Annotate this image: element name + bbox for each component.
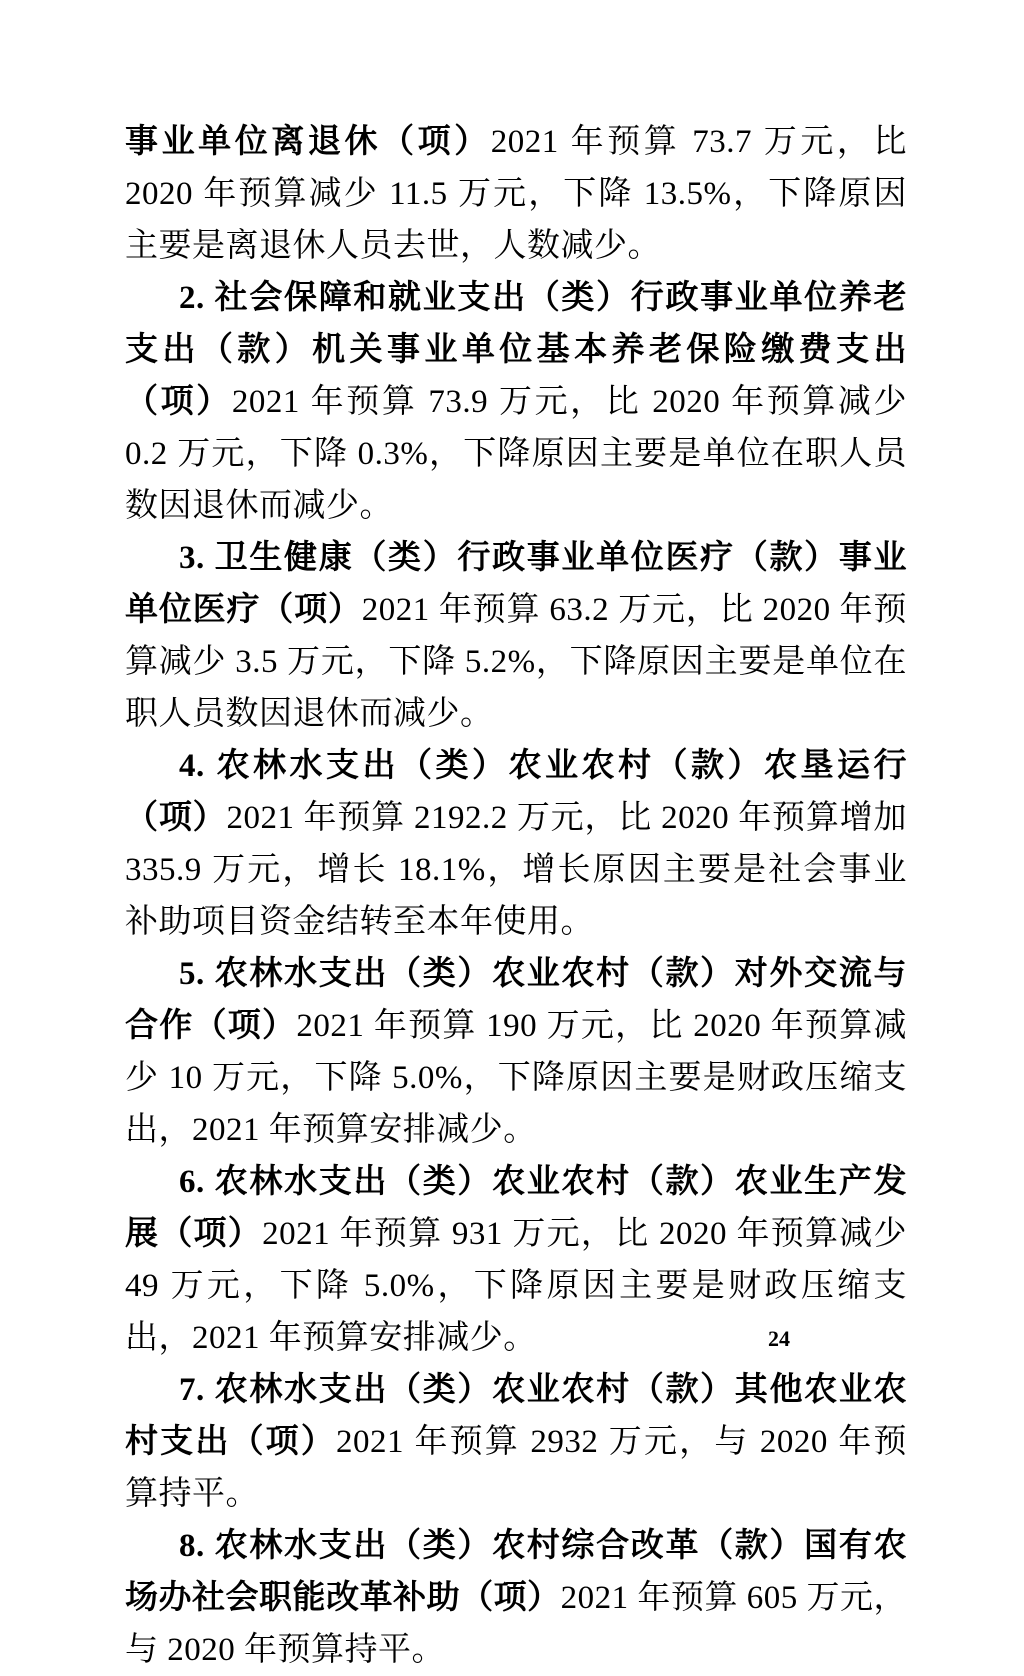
budget-item-heading: 2. 社会保障和就业支出（类）行政事业单位养老支出（款）机关事业单位基本养老保险缴费支出（项）: [125, 280, 907, 420]
budget-paragraph: [125, 740, 907, 948]
budget-paragraph: [125, 948, 907, 1156]
page-number: 24: [768, 1326, 790, 1351]
budget-item-heading: 3. 卫生健康（类）行政事业单位医疗（款）事业单位医疗（项）: [125, 540, 907, 628]
budget-item-detail: 2021 年预算 2932 万元，与 2020 年预算持平。: [125, 1424, 908, 1512]
budget-item-heading: 5. 农林水支出（类）农业农村（款）对外交流与合作（项）: [125, 956, 907, 1044]
budget-paragraph: [125, 532, 907, 740]
budget-item-detail: 2021 年预算 2192.2 万元，比 2020 年预算增加 335.9 万元，增长 18.1%，增长原因主要是社会事业补助项目资金结转至本年使用。: [125, 800, 908, 940]
budget-item-heading: 事业单位离退休（项）: [125, 124, 491, 160]
budget-item-detail: 2021 年预算 190 万元，比 2020 年预算减少 10 万元，下降 5.0%，下降原因主要是财政压缩支出，2021 年预算安排减少。: [125, 1008, 907, 1148]
budget-item-heading: 4. 农林水支出（类）农业农村（款）农垦运行（项）: [125, 748, 907, 836]
budget-paragraph: [125, 272, 907, 532]
budget-item-heading: 8. 农林水支出（类）农村综合改革（款）国有农场办社会职能改革补助（项）: [125, 1528, 907, 1616]
budget-item-detail: 2021 年预算 73.9 万元，比 2020 年预算减少 0.2 万元，下降 0.3%，下降原因主要是单位在职人员数因退休而减少。: [125, 384, 908, 524]
budget-item-heading: 6. 农林水支出（类）农业农村（款）农业生产发展（项）: [125, 1164, 907, 1252]
budget-item-detail: 2021 年预算 63.2 万元，比 2020 年预算减少 3.5 万元，下降 5.2%，下降原因主要是单位在职人员数因退休而减少。: [125, 592, 908, 732]
budget-item-heading: 7. 农林水支出（类）农业农村（款）其他农业农村支出（项）: [125, 1372, 907, 1460]
budget-paragraph: [125, 1364, 907, 1520]
budget-item-detail: 2021 年预算 931 万元，比 2020 年预算减少 49 万元，下降 5.0%，下降原因主要是财政压缩支出，2021 年预算安排减少。: [125, 1216, 908, 1356]
budget-item-detail: 2021 年预算 605 万元，与 2020 年预算持平。: [125, 1580, 908, 1668]
budget-paragraph: [125, 116, 907, 272]
budget-item-detail: 2021 年预算 73.7 万元，比 2020 年预算减少 11.5 万元，下降 13.5%，下降原因主要是离退休人员去世，人数减少。: [125, 124, 908, 264]
budget-paragraph: [125, 1520, 907, 1676]
document-body: [125, 116, 907, 1676]
